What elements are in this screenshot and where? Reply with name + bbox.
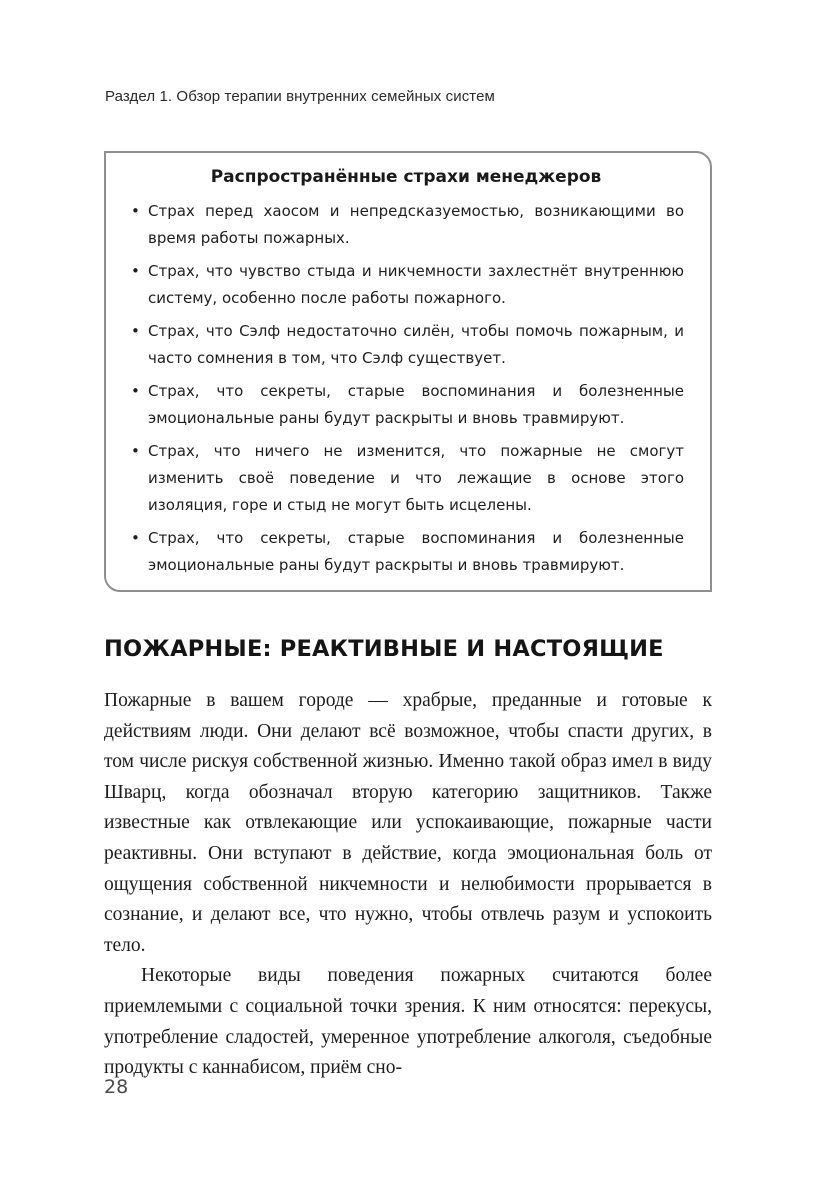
paragraph: Некоторые виды поведения пожарных считаются более приемлемыми с социальной точки зрения. К ним относятся: перекусы, употребление сладостей, умеренное употребление алкоголя, съедобные продукты с каннабисом, приём сно- bbox=[104, 965, 712, 1079]
managers-fears-box bbox=[104, 151, 712, 592]
fear-item-text: Страх, что секреты, старые воспоминания и болезненные эмоциональные раны будут раскрыты и вновь травмируют. bbox=[148, 382, 684, 427]
fear-item bbox=[128, 525, 684, 579]
bullet-icon: • bbox=[131, 262, 140, 280]
fears-list bbox=[128, 198, 684, 579]
page-number: 28 bbox=[104, 1076, 129, 1098]
fear-item-text: Страх, что Сэлф недостаточно силён, чтобы помочь пожарным, и часто сомнения в том, что Сэлф существует. bbox=[148, 322, 684, 367]
fear-item bbox=[128, 318, 684, 372]
fear-item-text: Страх перед хаосом и непредсказуемостью, возникающими во время работы пожарных. bbox=[148, 202, 684, 247]
bullet-icon: • bbox=[131, 382, 140, 400]
fear-item-text: Страх, что ничего не изменится, что пожарные не смогут изменить своё поведение и что лежащие в основе этого изоляция, горе и стыд не могут быть исцелены. bbox=[148, 442, 684, 514]
box-title: Распространённые страхи менеджеров bbox=[210, 167, 602, 187]
bullet-icon: • bbox=[131, 529, 140, 547]
bullet-icon: • bbox=[131, 442, 140, 460]
body-text bbox=[104, 686, 712, 1084]
fear-item bbox=[128, 198, 684, 252]
bullet-icon: • bbox=[131, 322, 140, 340]
fear-item bbox=[128, 438, 684, 519]
bullet-icon: • bbox=[131, 202, 140, 220]
fear-item bbox=[128, 258, 684, 312]
section-heading: ПОЖАРНЫЕ: РЕАКТИВНЫЕ И НАСТОЯЩИЕ bbox=[104, 636, 664, 662]
fear-item bbox=[128, 378, 684, 432]
fear-item-text: Страх, что чувство стыда и никчемности захлестнёт внутреннюю систему, особенно после работы пожарного. bbox=[148, 262, 684, 307]
paragraph: Пожарные в вашем городе — храбрые, преданные и готовые к действиям люди. Они делают всё возможное, чтобы спасти других, в том числе рискуя собственной жизнью. Именно такой образ имел в виду Шварц, когда обозначал вторую категорию защитников. Также известные как отвлекающие или успокаивающие, пожарные части реактивны. Они вступают в действие, когда эмоциональная боль от ощущения собственной никчемности и нелюбимости прорывается в сознание, и делают все, что нужно, чтобы отвлечь разум и успокоить тело. bbox=[104, 690, 712, 956]
running-head: Раздел 1. Обзор терапии внутренних семейных систем bbox=[105, 88, 495, 105]
fear-item-text: Страх, что секреты, старые воспоминания и болезненные эмоциональные раны будут раскрыты и вновь травмируют. bbox=[148, 529, 684, 574]
